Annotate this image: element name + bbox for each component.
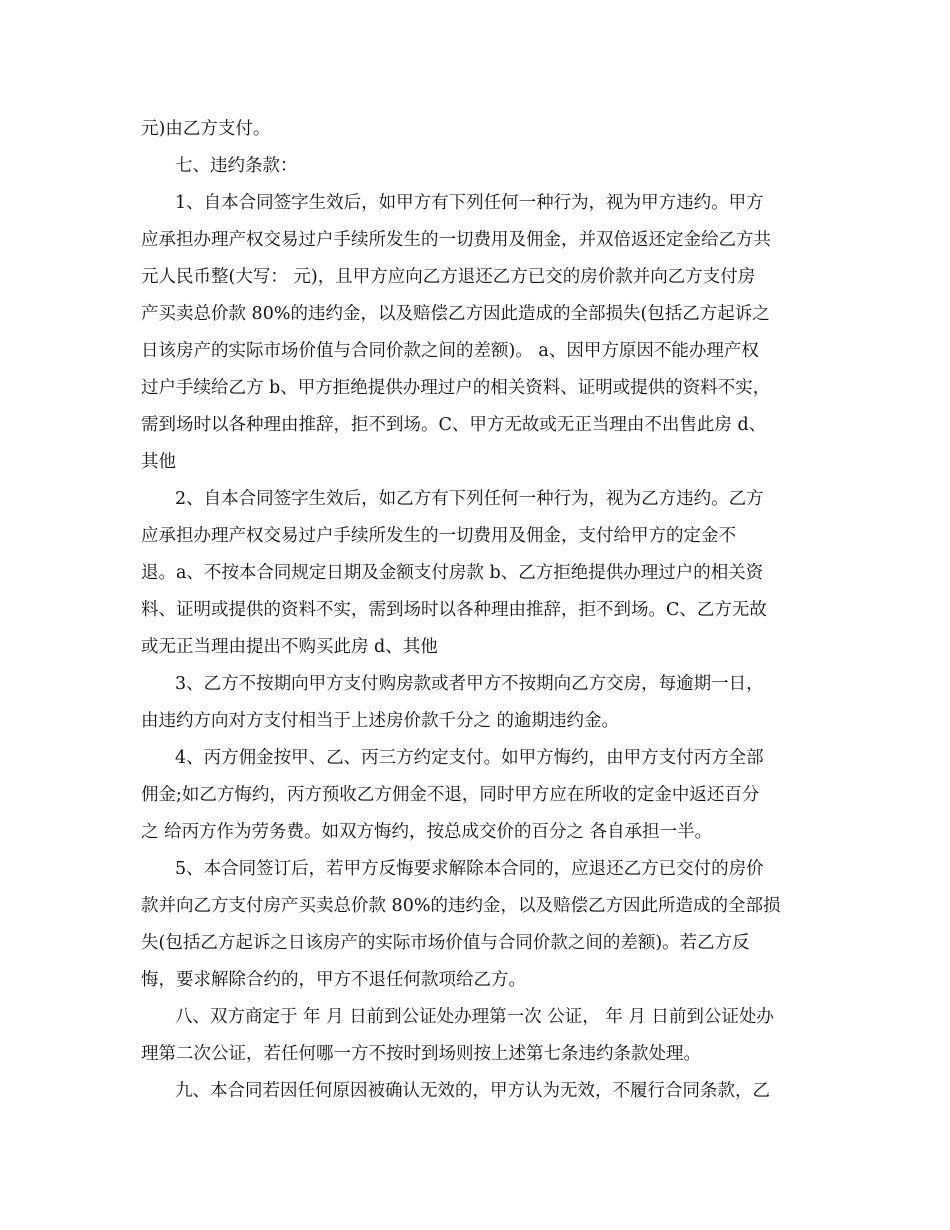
text-line: 过户手续给乙方 b、甲方拒绝提供办理过户的相关资料、证明或提供的资料不实， [141, 378, 771, 398]
text-line: 2、自本合同签字生效后，如乙方有下列任何一种行为，视为乙方违约。乙方 [175, 489, 764, 509]
text-line: 退。a、不按本合同规定日期及金额支付房款 b、乙方拒绝提供办理过户的相关资 [141, 563, 764, 583]
section-heading: 七、违约条款： [175, 156, 298, 176]
text-line: 3、乙方不按期向甲方支付购房款或者甲方不按期向乙方交房，每逾期一日， [175, 674, 764, 694]
text-line: 元人民币整(大写： 元)，且甲方应向乙方退还乙方已交的房价款并向乙方支付房 [141, 267, 756, 287]
section-heading: 八、双方商定于 年 月 日前到公证处办理第一次 公证， 年 月 日前到公证处办 [175, 1007, 774, 1027]
text-line: 理第二次公证，若任何哪一方不按时到场则按上述第七条违约条款处理。 [141, 1044, 701, 1064]
text-line: 之 给丙方作为劳务费。如双方悔约，按总成交价的百分之 各自承担一半。 [141, 822, 713, 842]
text-line: 应承担办理产权交易过户手续所发生的一切费用及佣金，并双倍返还定金给乙方共 [141, 230, 771, 250]
text-line: 元)由乙方支付。 [141, 119, 271, 139]
text-line: 由违约方向对方支付相当于上述房价款千分之 的逾期违约金。 [141, 711, 620, 731]
text-line: 需到场时以各种理由推辞，拒不到场。C、甲方无故或无正当理由不出售此房 d、 [141, 415, 767, 435]
text-line: 应承担办理产权交易过户手续所发生的一切费用及佣金，支付给甲方的定金不 [141, 526, 736, 546]
text-line: 料、证明或提供的资料不实，需到场时以各种理由推辞，拒不到场。C、乙方无故 [141, 600, 767, 620]
text-line: 4、丙方佣金按甲、乙、丙三方约定支付。如甲方悔约，由甲方支付丙方全部 [175, 748, 764, 768]
text-line: 或无正当理由提出不购买此房 d、其他 [141, 637, 438, 657]
text-line: 产买卖总价款 80%的违约金，以及赔偿乙方因此造成的全部损失(包括乙方起诉之 [141, 304, 770, 324]
text-line: 1、自本合同签字生效后，如甲方有下列任何一种行为，视为甲方违约。甲方 [175, 193, 764, 213]
text-line: 佣金;如乙方悔约，丙方预收乙方佣金不退，同时甲方应在所收的定金中返还百分 [141, 785, 760, 805]
text-line: 失(包括乙方起诉之日该房产的实际市场价值与合同价款之间的差额)。若乙方反 [141, 933, 750, 953]
text-line: 5、本合同签订后，若甲方反悔要求解除本合同的，应退还乙方已交付的房价 [175, 859, 764, 879]
text-line: 其他 [141, 452, 176, 472]
section-heading: 九、本合同若因任何原因被确认无效的，甲方认为无效，不履行合同条款，乙 [175, 1081, 770, 1101]
text-line: 款并向乙方支付房产买卖总价款 80%的违约金，以及赔偿乙方因此所造成的全部损 [141, 896, 781, 916]
text-line: 日该房产的实际市场价值与合同价款之间的差额)。 a、因甲方原因不能办理产权 [141, 341, 759, 361]
text-line: 悔，要求解除合约的，甲方不退任何款项给乙方。 [141, 970, 526, 990]
